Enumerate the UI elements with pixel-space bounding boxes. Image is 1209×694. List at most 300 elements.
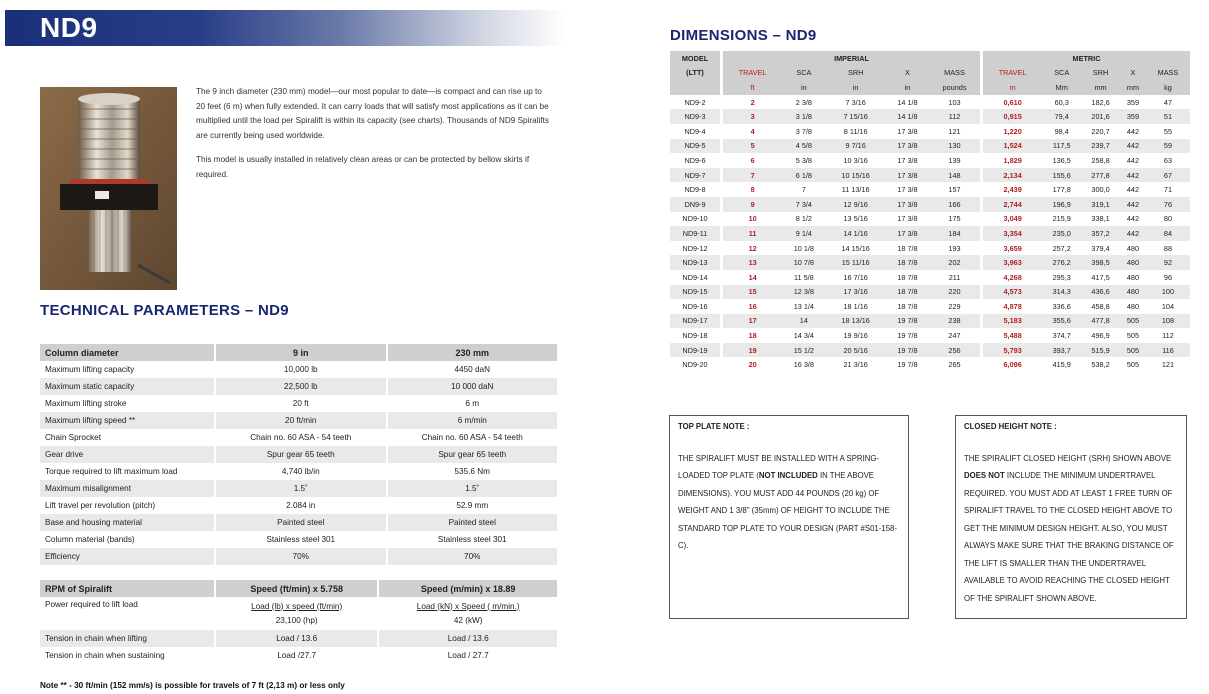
- dim-col-met-srh: SRH: [1081, 66, 1120, 81]
- dim-met-travel: 1,524: [983, 139, 1042, 154]
- param-label: Maximum lifting stroke: [45, 399, 127, 408]
- dim-met-srh: 379,4: [1091, 243, 1110, 253]
- dim-met-srh: 538,2: [1091, 360, 1110, 370]
- dim-imp-sca: 13 1/4: [793, 301, 814, 311]
- tech-params-table: [40, 344, 557, 565]
- dim-imp-srh: 9 7/16: [825, 139, 885, 154]
- dim-col-met-x: X: [1120, 66, 1146, 81]
- tech-header-row: [40, 344, 557, 361]
- power-metric-value: 42 (kW): [453, 615, 483, 625]
- dim-imp-mass: 193: [948, 243, 961, 253]
- dim-imp-mass: 184: [929, 226, 980, 241]
- table-row: [40, 361, 557, 378]
- dim-met-mass: 88: [1163, 243, 1173, 253]
- dim-imp-sca: 2 3/8: [795, 97, 812, 107]
- param-metric: 4450 daN: [454, 365, 490, 374]
- dim-met-sca: 136,5: [1052, 155, 1071, 165]
- param-label: Tension in chain when sustaining: [45, 651, 165, 660]
- dim-met-travel: 3,963: [983, 255, 1042, 270]
- dim-imp-x: 17 3/8: [897, 214, 918, 224]
- param-metric: Painted steel: [388, 514, 558, 531]
- dim-met-srh: 182,6: [1091, 97, 1110, 107]
- dim-imp-sca: 3 1/8: [782, 109, 825, 124]
- table-row: [40, 412, 557, 429]
- dim-imp-mass: 220: [929, 285, 980, 300]
- dim-col-met-travel: TRAVEL: [983, 66, 1042, 81]
- dim-met-sca: 374,7: [1052, 331, 1071, 341]
- dim-imp-x: 18 7/8: [897, 243, 918, 253]
- dim-imp-x: 17 3/8: [886, 168, 929, 183]
- dim-imp-srh: 8 11/16: [843, 126, 868, 136]
- dim-met-mass: 96: [1163, 272, 1173, 282]
- dim-column-header-row: [670, 66, 1190, 81]
- closed-height-note-text: [964, 450, 1178, 608]
- dim-imp-travel: 14: [748, 272, 757, 282]
- param-metric: Load / 27.7: [447, 651, 489, 660]
- dim-imp-x: 14 1/8: [897, 97, 918, 107]
- dim-imp-srh: 13 5/16: [843, 214, 868, 224]
- dim-imp-sca: 14 3/4: [793, 331, 814, 341]
- rpm-header-row: [40, 580, 557, 597]
- dim-imp-x: 17 3/8: [886, 197, 929, 212]
- param-imperial: 70%: [216, 548, 386, 565]
- dim-unit-met-srh: mm: [1081, 80, 1120, 95]
- dim-met-sca: 60,3: [1054, 97, 1069, 107]
- dim-met-srh: 300,0: [1091, 185, 1110, 195]
- dim-imp-travel: 8: [750, 185, 755, 195]
- dim-met-mass: 55: [1163, 126, 1173, 136]
- dim-unit-imp-srh: in: [825, 80, 885, 95]
- power-metric: [379, 597, 557, 630]
- dim-model: ND9-11: [670, 226, 720, 241]
- dim-imp-mass: 166: [929, 197, 980, 212]
- dim-met-srh: 515,9: [1081, 343, 1120, 358]
- table-row: [670, 124, 1190, 139]
- dim-imp-x: 18 7/8: [886, 285, 929, 300]
- power-metric-formula: Load (kN) x Speed ( m/min.): [416, 601, 520, 611]
- param-metric: Load / 13.6: [379, 630, 557, 647]
- dim-met-sca: 276,2: [1042, 255, 1081, 270]
- dim-imp-srh: 14 1/16: [825, 226, 885, 241]
- dim-imp-mass: 175: [948, 214, 961, 224]
- dim-imp-sca: 8 1/2: [795, 214, 812, 224]
- dim-col-met-sca: SCA: [1042, 66, 1081, 81]
- dim-imp-x: 17 3/8: [897, 155, 918, 165]
- param-imperial: Stainless steel 301: [266, 535, 336, 544]
- dim-imp-x: 18 7/8: [897, 301, 918, 311]
- dim-met-mass: 59: [1146, 139, 1190, 154]
- param-metric: 52.9 mm: [456, 501, 489, 510]
- dim-met-x: 442: [1120, 168, 1146, 183]
- table-row: [40, 531, 557, 548]
- dim-imp-mass: 121: [948, 126, 961, 136]
- dim-unit-imp-sca: in: [782, 80, 825, 95]
- dim-group-model: MODEL: [670, 51, 720, 66]
- dim-met-x: 480: [1120, 285, 1146, 300]
- dim-imp-x: 17 3/8: [897, 185, 918, 195]
- dim-met-mass: 67: [1146, 168, 1190, 183]
- dim-imp-travel: 3: [723, 109, 782, 124]
- param-metric: 1.5˚: [388, 480, 558, 497]
- dim-model: ND9-17: [670, 314, 720, 329]
- dim-met-sca: 314,3: [1042, 285, 1081, 300]
- dim-met-srh: 201,6: [1081, 109, 1120, 124]
- dim-met-travel: 2,134: [983, 168, 1042, 183]
- dim-met-travel: 4,268: [1003, 272, 1022, 282]
- intro-text: [196, 85, 551, 193]
- dim-imp-travel: 10: [748, 214, 757, 224]
- dim-met-sca: 336,6: [1052, 301, 1071, 311]
- param-metric: 6 m: [465, 399, 480, 408]
- dim-met-x: 442: [1120, 226, 1146, 241]
- top-plate-note-text: [678, 450, 900, 555]
- param-metric: 535.6 Nm: [454, 467, 490, 476]
- dim-imp-travel: 2: [750, 97, 755, 107]
- dim-imp-mass: 139: [948, 155, 961, 165]
- dim-imp-mass: 211: [948, 272, 961, 282]
- table-row: [40, 630, 557, 647]
- table-row: [40, 497, 557, 514]
- dim-met-sca: 215,9: [1052, 214, 1071, 224]
- rpm-header-imperial: Speed (ft/min) x 5.758: [216, 580, 377, 597]
- dim-imp-travel: 4: [750, 126, 755, 136]
- note-text-part: IN THE ABOVE DIMENSIONS). YOU MUST ADD 44 POUNDS (20 kg) OF WEIGHT AND 1 3/8" (35mm) OF HEIGHT TO INCLUDE THE STANDARD TOP PLATE TO YOUR DESIGN (PART #S01-158-C).: [678, 471, 897, 550]
- dim-met-travel: 2,744: [983, 197, 1042, 212]
- dim-imp-srh: 11 13/16: [841, 185, 870, 195]
- rpm-power-table: [40, 580, 557, 664]
- param-label: Gear drive: [40, 446, 214, 463]
- power-imperial-formula: Load (lb) x speed (ft/min): [251, 601, 343, 611]
- dim-model: ND9-2: [684, 97, 706, 107]
- dim-imp-sca: 6 1/8: [782, 168, 825, 183]
- dim-met-srh: 417,5: [1091, 272, 1110, 282]
- dim-unit-imp-travel: ft: [723, 80, 782, 95]
- product-photo: [40, 87, 177, 290]
- dim-met-sca: 79,4: [1042, 109, 1081, 124]
- dim-met-x: 505: [1120, 314, 1146, 329]
- param-imperial: 10,000 lb: [283, 365, 318, 374]
- table-row: [670, 285, 1190, 300]
- param-label: Torque required to lift maximum load: [45, 467, 178, 476]
- dim-model: ND9-15: [670, 285, 720, 300]
- dim-met-srh: 496,9: [1091, 331, 1110, 341]
- dim-met-sca: 177,8: [1052, 185, 1071, 195]
- dim-model: ND9-20: [682, 360, 708, 370]
- dim-met-x: 442: [1126, 155, 1140, 165]
- dim-met-travel: 5,488: [1003, 331, 1022, 341]
- note-text-part: INCLUDE THE MINIMUM UNDERTRAVEL REQUIRED. YOU MUST ADD AT LEAST 1 FREE TURN OF SPIRALIFT TRAVEL TO THE CLOSED HEIGHT ABOVE TO GET THE MINIMUM DESIGN HEIGHT. ALSO, YOU MUST ALWAYS MAKE SURE THAT THE BRAKING DISTANCE OF THE LIFT IS SMALLER THAN THE UNDERTRAVEL AVAILABLE TO AVOID REACHING THE CLOSED HEIGHT OF THE SPIRALIFT SHOWN ABOVE.: [964, 471, 1174, 603]
- dim-met-sca: 155,6: [1042, 168, 1081, 183]
- dim-imp-srh: 7 15/16: [825, 109, 885, 124]
- note-text-emphasis: NOT INCLUDED: [758, 471, 818, 480]
- dim-imp-sca: 4 5/8: [782, 139, 825, 154]
- speed-footnote: Note ** - 30 ft/min (152 mm/s) is possible for travels of 7 ft (2,13 m) or less only: [40, 681, 345, 690]
- dim-unit-imp-x: in: [886, 80, 929, 95]
- dim-met-travel: 5,793: [983, 343, 1042, 358]
- tech-header-imperial: 9 in: [216, 344, 386, 361]
- table-row: [40, 378, 557, 395]
- closed-height-note-title: CLOSED HEIGHT NOTE :: [964, 422, 1057, 431]
- tech-header-metric: 230 mm: [388, 344, 558, 361]
- dim-imp-x: 19 7/8: [897, 331, 918, 341]
- dim-imp-sca: 3 7/8: [795, 126, 812, 136]
- dim-imp-srh: 20 5/16: [825, 343, 885, 358]
- dim-met-x: 442: [1120, 197, 1146, 212]
- dim-met-travel: 1,829: [1003, 155, 1022, 165]
- table-row: [670, 168, 1190, 183]
- dim-imp-mass: 157: [948, 185, 961, 195]
- dim-met-mass: 71: [1163, 185, 1173, 195]
- dim-imp-srh: 15 11/16: [825, 255, 885, 270]
- dim-met-srh: 277,8: [1081, 168, 1120, 183]
- param-imperial: Spur gear 65 teeth: [216, 446, 386, 463]
- param-metric: Stainless steel 301: [437, 535, 507, 544]
- param-imperial: 20 ft: [292, 399, 309, 408]
- dim-met-travel: 6,096: [1003, 360, 1022, 370]
- dim-met-sca: 393,7: [1042, 343, 1081, 358]
- table-row: [670, 182, 1190, 197]
- param-label: Base and housing material: [40, 514, 214, 531]
- dim-met-srh: 338,1: [1091, 214, 1110, 224]
- dim-imp-x: 17 3/8: [886, 139, 929, 154]
- dim-met-travel: 2,439: [1003, 185, 1022, 195]
- dim-imp-x: 14 1/8: [886, 109, 929, 124]
- table-row: [670, 153, 1190, 168]
- dim-met-x: 505: [1126, 331, 1140, 341]
- param-label: Maximum lifting speed **: [40, 412, 214, 429]
- dim-met-sca: 235,0: [1042, 226, 1081, 241]
- dim-imp-srh: 14 15/16: [841, 243, 870, 253]
- dim-imp-sca: 7 3/4: [782, 197, 825, 212]
- dim-imp-x: 17 3/8: [897, 126, 918, 136]
- dim-met-travel: 0,915: [983, 109, 1042, 124]
- table-row: [40, 429, 557, 446]
- dim-model: ND9-5: [670, 139, 720, 154]
- tech-params-title: TECHNICAL PARAMETERS – ND9: [40, 302, 289, 319]
- dim-imp-mass: 238: [929, 314, 980, 329]
- param-metric: 10 000 daN: [388, 378, 558, 395]
- param-metric: Chain no. 60 ASA - 54 teeth: [421, 433, 523, 442]
- dim-imp-x: 18 7/8: [886, 255, 929, 270]
- dim-met-x: 480: [1126, 272, 1140, 282]
- dim-body: [670, 95, 1190, 372]
- dim-imp-travel: 5: [723, 139, 782, 154]
- dim-met-travel: 0,610: [1003, 97, 1022, 107]
- table-row: [40, 647, 557, 664]
- dim-met-x: 442: [1126, 185, 1140, 195]
- note-text-part: THE SPIRALIFT MUST BE INSTALLED WITH A SPRING-LOADED TOP PLATE (: [678, 453, 880, 480]
- param-imperial: Chain no. 60 ASA - 54 teeth: [250, 433, 352, 442]
- dim-met-mass: 76: [1146, 197, 1190, 212]
- dim-model: ND9-12: [682, 243, 708, 253]
- page-title: ND9: [40, 12, 98, 43]
- dim-imp-srh: 17 3/16: [825, 285, 885, 300]
- power-row: [40, 597, 557, 630]
- dim-imp-sca: 12 3/8: [782, 285, 825, 300]
- dim-met-mass: 104: [1161, 301, 1175, 311]
- intro-paragraph-1: The 9 inch diameter (230 mm) model—our most popular to date—is compact and can rise up to 20 feet (6 m) when fully extended. It can carry loads that will satisfy most applications as it can be multiplied until the load per Spiralift is within its capacity (see charts). Thousands of ND9 Spiralifts are currently being used worldwide.: [196, 87, 549, 140]
- dim-imp-srh: 16 7/16: [843, 272, 868, 282]
- dim-met-mass: 121: [1161, 360, 1175, 370]
- note-text-emphasis: DOES NOT: [964, 471, 1005, 480]
- dim-imp-sca: 9 1/4: [782, 226, 825, 241]
- dim-unit-met-sca: Mm: [1042, 80, 1081, 95]
- dim-imp-travel: 12: [748, 243, 757, 253]
- param-label: Maximum static capacity: [40, 378, 214, 395]
- dim-met-travel: 3,659: [1003, 243, 1022, 253]
- param-label: Tension in chain when lifting: [40, 630, 214, 647]
- dim-imp-mass: 247: [948, 331, 961, 341]
- dim-met-sca: 355,6: [1042, 314, 1081, 329]
- dim-met-srh: 458,8: [1091, 301, 1110, 311]
- dim-units-row: [670, 80, 1190, 95]
- param-label: Efficiency: [40, 548, 214, 565]
- param-label: Maximum lifting capacity: [45, 365, 135, 374]
- dim-imp-srh: 12 9/16: [825, 197, 885, 212]
- power-imperial: [216, 597, 377, 630]
- dim-unit-met-mass: kg: [1146, 80, 1190, 95]
- note-text-part: THE SPIRALIFT CLOSED HEIGHT (SRH) SHOWN ABOVE: [964, 453, 1172, 463]
- dim-met-mass: 108: [1146, 314, 1190, 329]
- dim-col-imp-mass: MASS: [929, 66, 980, 81]
- dim-met-x: 359: [1126, 97, 1140, 107]
- table-row: [670, 314, 1190, 329]
- dim-group-metric: METRIC: [983, 51, 1190, 66]
- dim-imp-sca: 15 1/2: [782, 343, 825, 358]
- param-metric: 6 m/min: [388, 412, 558, 429]
- table-row: [670, 241, 1190, 256]
- table-row: [670, 226, 1190, 241]
- dim-model: ND9-6: [684, 155, 706, 165]
- dim-imp-srh: 18 1/16: [843, 301, 868, 311]
- dim-met-sca: 295,3: [1052, 272, 1071, 282]
- dim-met-mass: 63: [1163, 155, 1173, 165]
- param-imperial: Load /27.7: [277, 651, 317, 660]
- param-label: Maximum misalignment: [40, 480, 214, 497]
- table-row: [670, 270, 1190, 285]
- dim-met-mass: 80: [1163, 214, 1173, 224]
- table-row: [40, 463, 557, 480]
- dim-met-x: 442: [1120, 139, 1146, 154]
- dim-met-mass: 51: [1146, 109, 1190, 124]
- dim-met-srh: 436,6: [1081, 285, 1120, 300]
- dim-met-x: 480: [1126, 243, 1140, 253]
- dim-met-mass: 116: [1146, 343, 1190, 358]
- param-metric: Spur gear 65 teeth: [388, 446, 558, 463]
- dim-met-x: 442: [1126, 126, 1140, 136]
- dim-imp-mass: 130: [929, 139, 980, 154]
- dim-model: ND9-19: [670, 343, 720, 358]
- dim-imp-travel: 20: [748, 360, 757, 370]
- dim-imp-travel: 13: [723, 255, 782, 270]
- dim-col-met-mass: MASS: [1146, 66, 1190, 81]
- table-row: [670, 255, 1190, 270]
- top-plate-note: [669, 415, 909, 619]
- dim-met-srh: 220,7: [1091, 126, 1110, 136]
- dim-col-imp-x: X: [886, 66, 929, 81]
- dim-imp-srh: 19 9/16: [843, 331, 868, 341]
- dim-imp-travel: 9: [723, 197, 782, 212]
- dim-imp-travel: 7: [723, 168, 782, 183]
- dim-met-srh: 398,5: [1081, 255, 1120, 270]
- dim-met-x: 442: [1126, 214, 1140, 224]
- dim-met-mass: 100: [1146, 285, 1190, 300]
- dim-met-mass: 84: [1146, 226, 1190, 241]
- dim-imp-travel: 6: [750, 155, 755, 165]
- dim-imp-mass: 103: [948, 97, 961, 107]
- tech-header-label: Column diameter: [40, 344, 214, 361]
- dim-met-sca: 98,4: [1054, 126, 1069, 136]
- dim-unit-met-travel: m: [983, 80, 1042, 95]
- dim-met-x: 480: [1126, 301, 1140, 311]
- dim-model: ND9-18: [682, 331, 708, 341]
- dim-imp-sca: 11 5/8: [793, 272, 814, 282]
- dim-met-sca: 117,5: [1042, 139, 1081, 154]
- dimensions-table: [670, 51, 1190, 372]
- dim-imp-srh: 21 3/16: [843, 360, 868, 370]
- dim-imp-sca: 10 1/8: [793, 243, 814, 253]
- dimensions-title: DIMENSIONS – ND9: [670, 27, 817, 44]
- dim-col-imp-travel: TRAVEL: [723, 66, 782, 81]
- dim-imp-x: 17 3/8: [886, 226, 929, 241]
- dim-group-imperial: IMPERIAL: [723, 51, 980, 66]
- dim-imp-sca: 10 7/8: [782, 255, 825, 270]
- dim-imp-srh: 18 13/16: [825, 314, 885, 329]
- dim-met-srh: 357,2: [1081, 226, 1120, 241]
- spiralift-image: [40, 87, 177, 290]
- dim-met-x: 505: [1120, 343, 1146, 358]
- param-metric: 70%: [388, 548, 558, 565]
- dim-imp-mass: 265: [948, 360, 961, 370]
- dim-group-header-row: [670, 51, 1190, 66]
- dim-model: DN9-9: [670, 197, 720, 212]
- table-row: [670, 139, 1190, 154]
- dim-imp-mass: 229: [948, 301, 961, 311]
- closed-height-note: [955, 415, 1187, 619]
- dim-model: ND9-4: [684, 126, 706, 136]
- table-row: [670, 212, 1190, 227]
- dim-met-mass: 112: [1162, 331, 1174, 341]
- dim-met-travel: 4,878: [1003, 301, 1022, 311]
- dim-imp-sca: 16 3/8: [793, 360, 814, 370]
- param-imperial: 1.5˚: [216, 480, 386, 497]
- dim-met-srh: 319,1: [1081, 197, 1120, 212]
- table-row: [670, 343, 1190, 358]
- dim-imp-sca: 7: [801, 185, 806, 195]
- dim-model: ND9-10: [682, 214, 708, 224]
- table-row: [670, 328, 1190, 343]
- param-imperial: 20 ft/min: [216, 412, 386, 429]
- dim-model: ND9-3: [670, 109, 720, 124]
- intro-paragraph-2: This model is usually installed in relatively clean areas or can be protected by bellow skirts if required.: [196, 155, 530, 179]
- dim-col-imp-sca: SCA: [782, 66, 825, 81]
- top-plate-note-title: TOP PLATE NOTE :: [678, 422, 750, 431]
- dim-imp-x: 18 7/8: [897, 272, 918, 282]
- dim-imp-travel: 15: [723, 285, 782, 300]
- dim-model-sub: (LTT): [670, 66, 720, 81]
- dim-imp-mass: 202: [929, 255, 980, 270]
- dim-imp-srh: 7 3/16: [845, 97, 866, 107]
- dim-met-sca: 415,9: [1052, 360, 1071, 370]
- dim-model: ND9-7: [670, 168, 720, 183]
- dim-unit-met-x: mm: [1120, 80, 1146, 95]
- dim-met-travel: 5,183: [983, 314, 1042, 329]
- table-row: [40, 395, 557, 412]
- table-row: [670, 357, 1190, 372]
- dim-imp-travel: 18: [748, 331, 757, 341]
- dim-model: ND9-14: [682, 272, 708, 282]
- dim-model: ND9-13: [670, 255, 720, 270]
